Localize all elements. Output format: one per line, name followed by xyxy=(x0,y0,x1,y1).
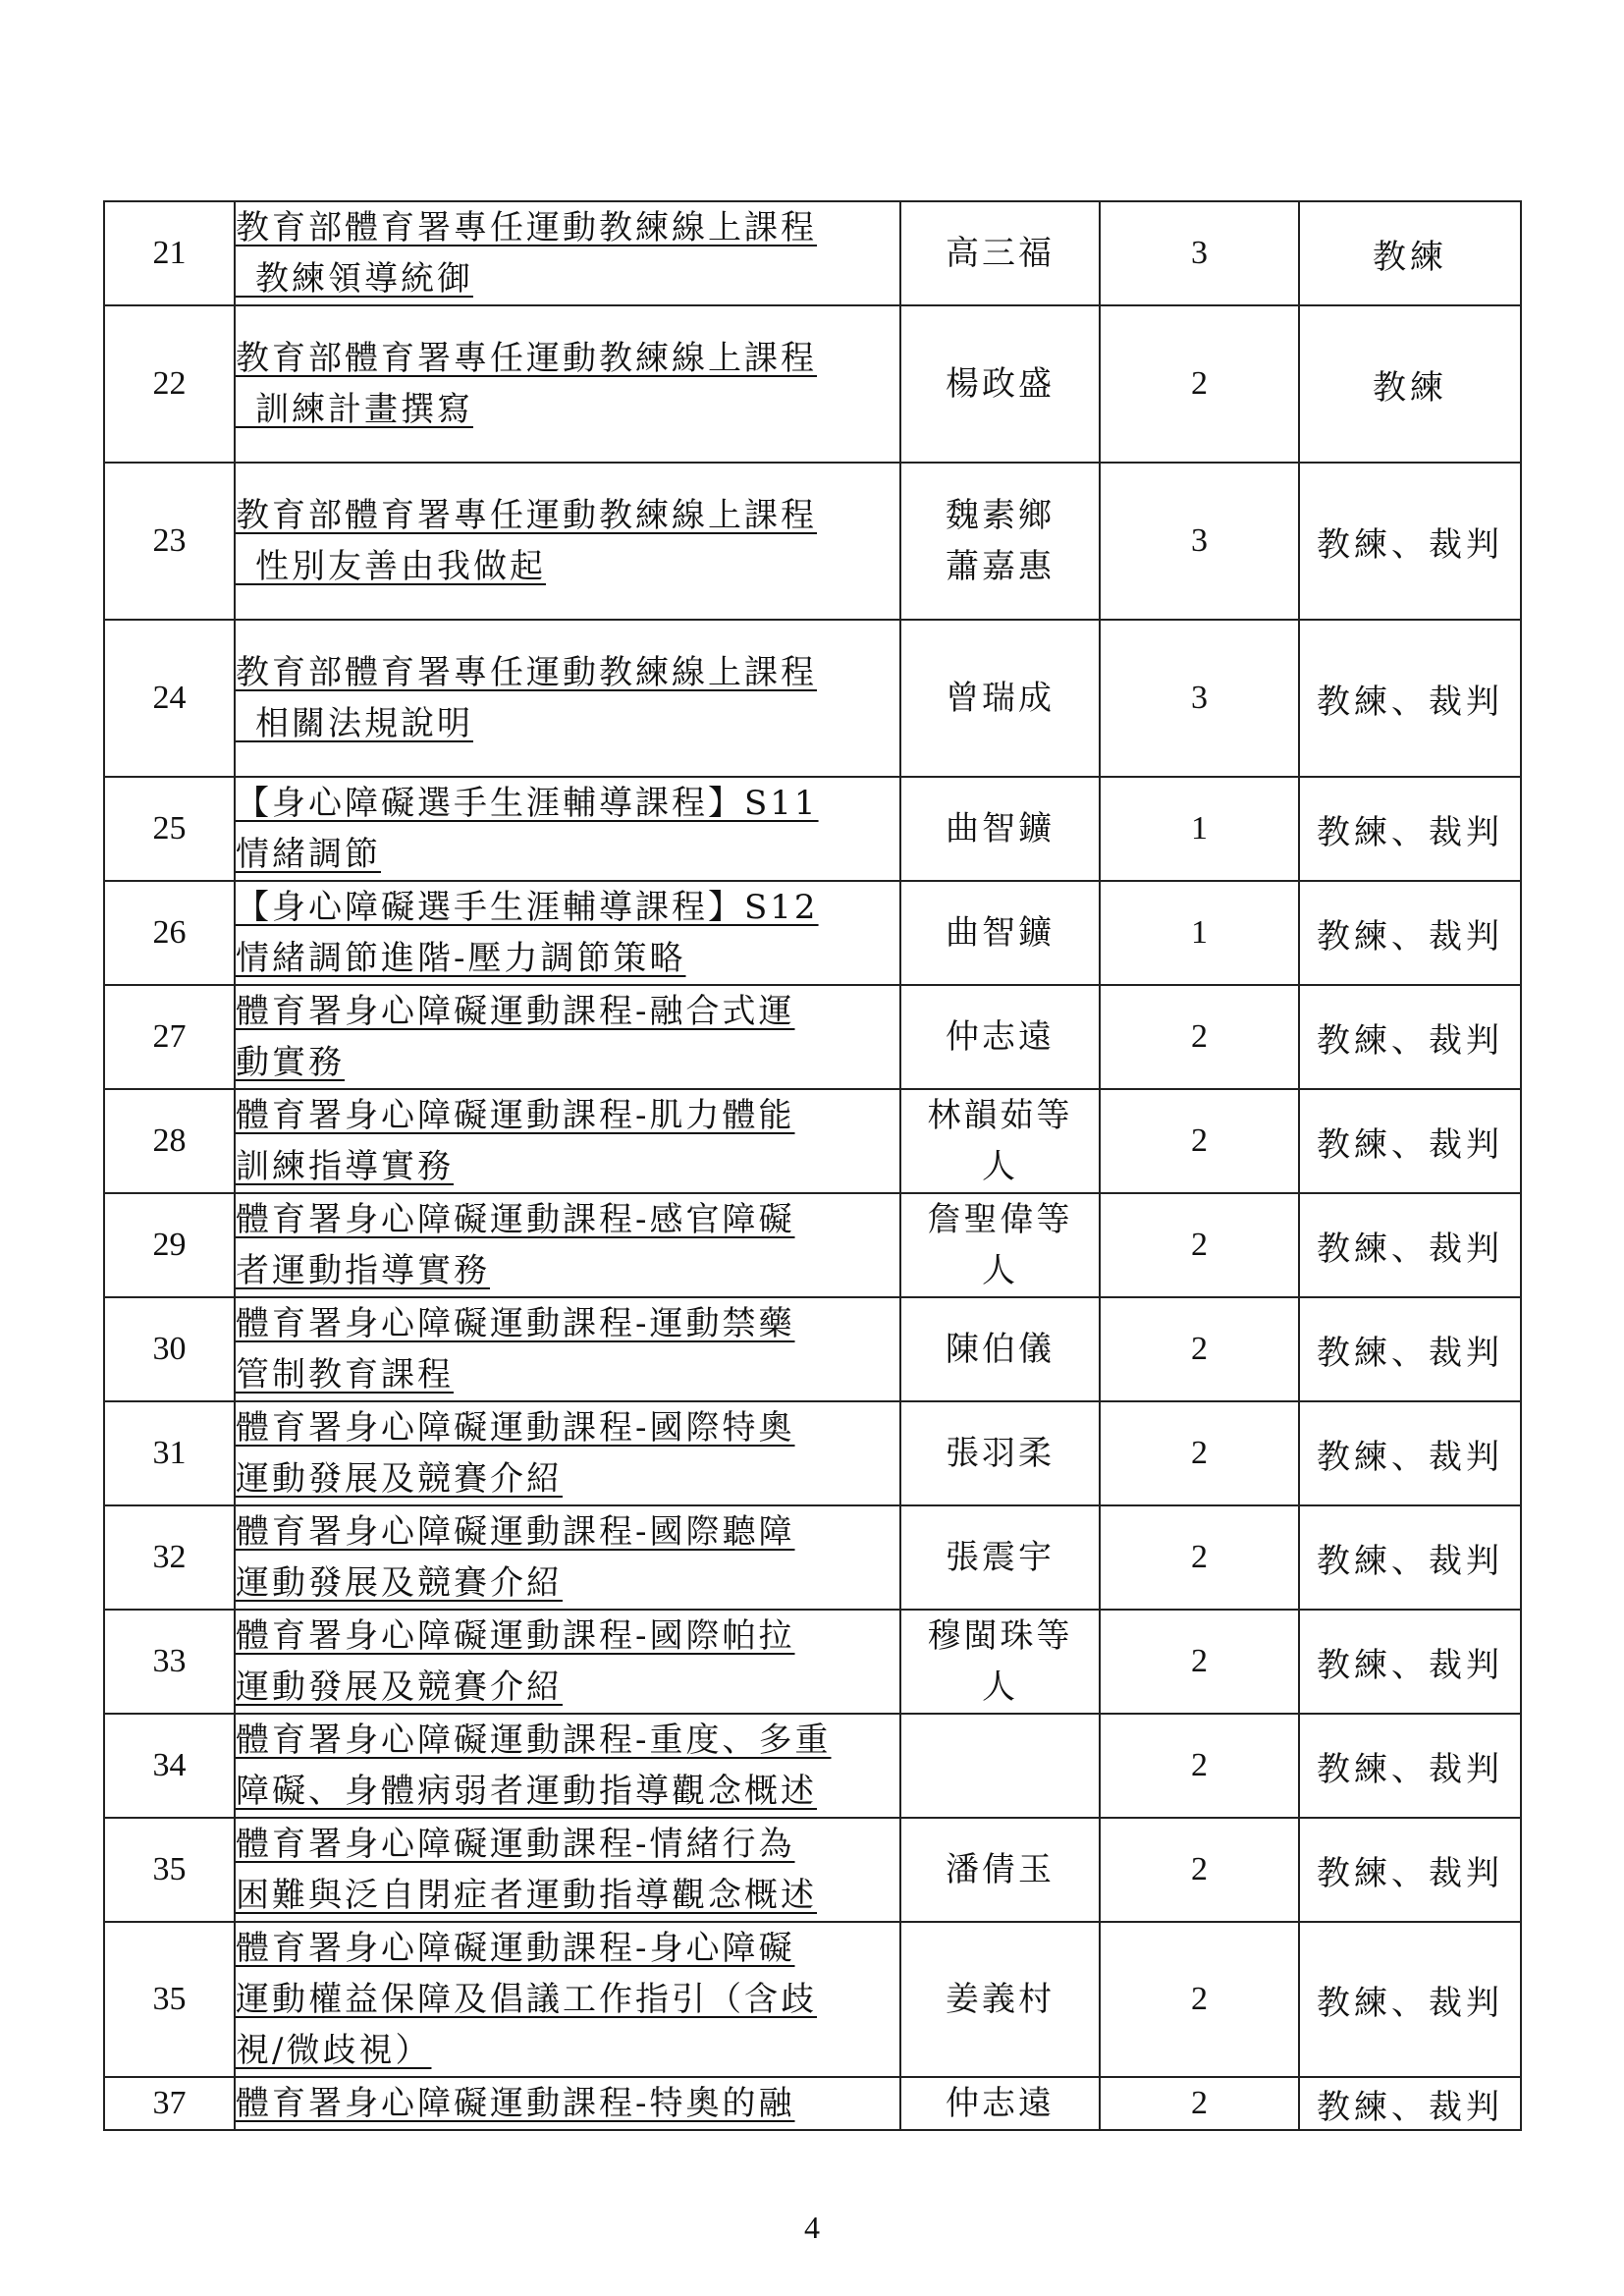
course-name-cell xyxy=(235,463,900,620)
course-name-line: 教育部體育署專任運動教練線上課程 xyxy=(236,208,817,247)
row-number: 32 xyxy=(104,1505,235,1610)
table-row xyxy=(104,1505,1521,1610)
row-number: 30 xyxy=(104,1297,235,1401)
table-row xyxy=(104,463,1521,620)
course-name-line: _性別友善由我做起 xyxy=(236,547,546,586)
table-row xyxy=(104,1922,1521,2077)
course-name-cell xyxy=(235,620,900,777)
table-row xyxy=(104,1089,1521,1193)
target-audience-cell: 教練、裁判 xyxy=(1299,985,1521,1089)
table-row xyxy=(104,1818,1521,1922)
hours-cell: 3 xyxy=(1100,620,1299,777)
hours-cell: 3 xyxy=(1100,201,1299,305)
course-name-line: 者運動指導實務 xyxy=(236,1251,490,1290)
teacher-cell xyxy=(900,1922,1100,2077)
course-name-cell xyxy=(235,1193,900,1297)
teacher-name: 人 xyxy=(982,1147,1018,1186)
teacher-name: 林韻茹等 xyxy=(927,1096,1073,1135)
course-name-cell xyxy=(235,305,900,463)
course-name-cell xyxy=(235,1297,900,1401)
teacher-cell xyxy=(900,1714,1100,1818)
teacher-cell xyxy=(900,1089,1100,1193)
course-name-line: 障礙、身體病弱者運動指導觀念概述 xyxy=(236,1772,817,1811)
course-name-line: 體育署身心障礙運動課程-身心障礙 xyxy=(236,1929,795,1968)
teacher-name: 人 xyxy=(982,1251,1018,1290)
hours-cell: 2 xyxy=(1100,2077,1299,2130)
course-name-cell xyxy=(235,1714,900,1818)
hours-cell: 2 xyxy=(1100,1922,1299,2077)
course-name-cell xyxy=(235,2077,900,2130)
course-name-line: 運動發展及競賽介紹 xyxy=(236,1459,563,1499)
course-name-line: 體育署身心障礙運動課程-國際聽障 xyxy=(236,1512,795,1552)
row-number: 25 xyxy=(104,777,235,881)
table-row xyxy=(104,1297,1521,1401)
teacher-name: 穆閩珠等 xyxy=(927,1616,1073,1656)
table-row xyxy=(104,777,1521,881)
course-name-line: 情緒調節進階-壓力調節策略 xyxy=(236,939,686,978)
target-audience-cell: 教練、裁判 xyxy=(1299,1505,1521,1610)
teacher-name: 曲智鑛 xyxy=(946,809,1055,848)
teacher-name: 高三福 xyxy=(946,234,1055,273)
course-name-cell xyxy=(235,777,900,881)
teacher-name: 蕭嘉惠 xyxy=(946,547,1055,586)
page-number: 4 xyxy=(804,2210,820,2245)
teacher-cell xyxy=(900,305,1100,463)
course-name-line: 視/微歧視） xyxy=(236,2031,432,2070)
teacher-cell xyxy=(900,777,1100,881)
course-name-cell xyxy=(235,985,900,1089)
target-audience-cell: 教練、裁判 xyxy=(1299,777,1521,881)
teacher-cell xyxy=(900,620,1100,777)
target-audience-cell: 教練 xyxy=(1299,201,1521,305)
course-name-line: 困難與泛自閉症者運動指導觀念概述 xyxy=(236,1876,817,1915)
target-audience-cell: 教練、裁判 xyxy=(1299,881,1521,985)
hours-cell: 2 xyxy=(1100,305,1299,463)
teacher-cell xyxy=(900,2077,1100,2130)
hours-cell: 1 xyxy=(1100,881,1299,985)
table-row xyxy=(104,620,1521,777)
teacher-name: 姜義村 xyxy=(946,1980,1055,2019)
hours-cell: 2 xyxy=(1100,1089,1299,1193)
teacher-cell xyxy=(900,1401,1100,1505)
teacher-name: 張震宇 xyxy=(946,1538,1055,1577)
row-number: 24 xyxy=(104,620,235,777)
course-name-line: 動實務 xyxy=(236,1043,345,1082)
course-table-body xyxy=(104,201,1521,2130)
hours-cell: 2 xyxy=(1100,1297,1299,1401)
teacher-cell xyxy=(900,1297,1100,1401)
row-number: 34 xyxy=(104,1714,235,1818)
teacher-name: 曾瑞成 xyxy=(946,679,1055,718)
course-name-line: 運動發展及競賽介紹 xyxy=(236,1563,563,1603)
course-name-line: 體育署身心障礙運動課程-國際帕拉 xyxy=(236,1616,795,1656)
row-number: 29 xyxy=(104,1193,235,1297)
row-number: 23 xyxy=(104,463,235,620)
course-name-line: 訓練指導實務 xyxy=(236,1147,454,1186)
teacher-cell xyxy=(900,881,1100,985)
teacher-name: 潘倩玉 xyxy=(946,1850,1055,1889)
table-row xyxy=(104,201,1521,305)
target-audience-cell: 教練、裁判 xyxy=(1299,1922,1521,2077)
course-name-line: 體育署身心障礙運動課程-感官障礙 xyxy=(236,1200,795,1239)
hours-cell: 1 xyxy=(1100,777,1299,881)
row-number: 26 xyxy=(104,881,235,985)
course-name-cell xyxy=(235,1610,900,1714)
row-number: 35 xyxy=(104,1818,235,1922)
course-name-line: 【身心障礙選手生涯輔導課程】S11 xyxy=(236,784,819,823)
course-name-line: _教練領導統御 xyxy=(236,259,473,299)
row-number: 28 xyxy=(104,1089,235,1193)
teacher-name: 人 xyxy=(982,1667,1018,1707)
table-row xyxy=(104,1714,1521,1818)
row-number: 31 xyxy=(104,1401,235,1505)
target-audience-cell: 教練、裁判 xyxy=(1299,463,1521,620)
hours-cell: 2 xyxy=(1100,1818,1299,1922)
course-name-cell xyxy=(235,1922,900,2077)
course-name-line: 情緒調節 xyxy=(236,835,381,874)
teacher-name: 魏素鄉 xyxy=(946,496,1055,535)
row-number: 33 xyxy=(104,1610,235,1714)
course-name-line: _相關法規說明 xyxy=(236,704,473,743)
course-name-line: _訓練計畫撰寫 xyxy=(236,390,473,429)
table-row xyxy=(104,2077,1521,2130)
course-name-line: 教育部體育署專任運動教練線上課程 xyxy=(236,653,817,692)
hours-cell: 2 xyxy=(1100,1610,1299,1714)
course-name-line: 教育部體育署專任運動教練線上課程 xyxy=(236,339,817,378)
teacher-name: 詹聖偉等 xyxy=(927,1200,1073,1239)
target-audience-cell: 教練、裁判 xyxy=(1299,1714,1521,1818)
teacher-name: 張羽柔 xyxy=(946,1434,1055,1473)
row-number: 22 xyxy=(104,305,235,463)
target-audience-cell: 教練、裁判 xyxy=(1299,1297,1521,1401)
teacher-cell xyxy=(900,985,1100,1089)
row-number: 35 xyxy=(104,1922,235,2077)
teacher-cell xyxy=(900,1818,1100,1922)
course-name-cell xyxy=(235,1505,900,1610)
course-name-line: 體育署身心障礙運動課程-國際特奧 xyxy=(236,1408,795,1448)
teacher-cell xyxy=(900,463,1100,620)
table-row xyxy=(104,1401,1521,1505)
target-audience-cell: 教練、裁判 xyxy=(1299,1818,1521,1922)
course-name-cell xyxy=(235,881,900,985)
table-row xyxy=(104,1610,1521,1714)
course-name-line: 體育署身心障礙運動課程-情緒行為 xyxy=(236,1825,795,1864)
course-name-line: 運動權益保障及倡議工作指引（含歧 xyxy=(236,1980,817,2019)
course-name-line: 體育署身心障礙運動課程-重度、多重 xyxy=(236,1721,832,1760)
teacher-cell xyxy=(900,1505,1100,1610)
target-audience-cell: 教練、裁判 xyxy=(1299,2077,1521,2130)
course-name-line: 管制教育課程 xyxy=(236,1355,454,1394)
hours-cell: 2 xyxy=(1100,985,1299,1089)
row-number: 37 xyxy=(104,2077,235,2130)
target-audience-cell: 教練、裁判 xyxy=(1299,1401,1521,1505)
target-audience-cell: 教練、裁判 xyxy=(1299,1610,1521,1714)
table-row xyxy=(104,305,1521,463)
course-name-line: 體育署身心障礙運動課程-運動禁藥 xyxy=(236,1304,795,1343)
course-name-line: 體育署身心障礙運動課程-肌力體能 xyxy=(236,1096,795,1135)
teacher-name: 陳伯儀 xyxy=(946,1330,1055,1369)
teacher-name: 曲智鑛 xyxy=(946,913,1055,953)
teacher-name: 楊政盛 xyxy=(946,364,1055,404)
teacher-cell xyxy=(900,1193,1100,1297)
hours-cell: 2 xyxy=(1100,1401,1299,1505)
target-audience-cell: 教練 xyxy=(1299,305,1521,463)
hours-cell: 3 xyxy=(1100,463,1299,620)
course-name-line: 體育署身心障礙運動課程-特奧的融 xyxy=(236,2084,795,2123)
target-audience-cell: 教練、裁判 xyxy=(1299,620,1521,777)
course-name-line: 教育部體育署專任運動教練線上課程 xyxy=(236,496,817,535)
table-row xyxy=(104,1193,1521,1297)
course-name-cell xyxy=(235,1089,900,1193)
teacher-name: 仲志遠 xyxy=(946,1017,1055,1057)
hours-cell: 2 xyxy=(1100,1714,1299,1818)
row-number: 27 xyxy=(104,985,235,1089)
course-name-cell xyxy=(235,1818,900,1922)
target-audience-cell: 教練、裁判 xyxy=(1299,1193,1521,1297)
hours-cell: 2 xyxy=(1100,1505,1299,1610)
course-name-cell xyxy=(235,1401,900,1505)
table-row xyxy=(104,881,1521,985)
course-name-line: 運動發展及競賽介紹 xyxy=(236,1667,563,1707)
hours-cell: 2 xyxy=(1100,1193,1299,1297)
course-name-cell xyxy=(235,201,900,305)
teacher-name: 仲志遠 xyxy=(946,2084,1055,2123)
row-number: 21 xyxy=(104,201,235,305)
teacher-cell xyxy=(900,1610,1100,1714)
course-name-line: 【身心障礙選手生涯輔導課程】S12 xyxy=(236,888,819,927)
course-table xyxy=(103,200,1522,2131)
target-audience-cell: 教練、裁判 xyxy=(1299,1089,1521,1193)
course-name-line: 體育署身心障礙運動課程-融合式運 xyxy=(236,992,795,1031)
teacher-cell xyxy=(900,201,1100,305)
table-row xyxy=(104,985,1521,1089)
